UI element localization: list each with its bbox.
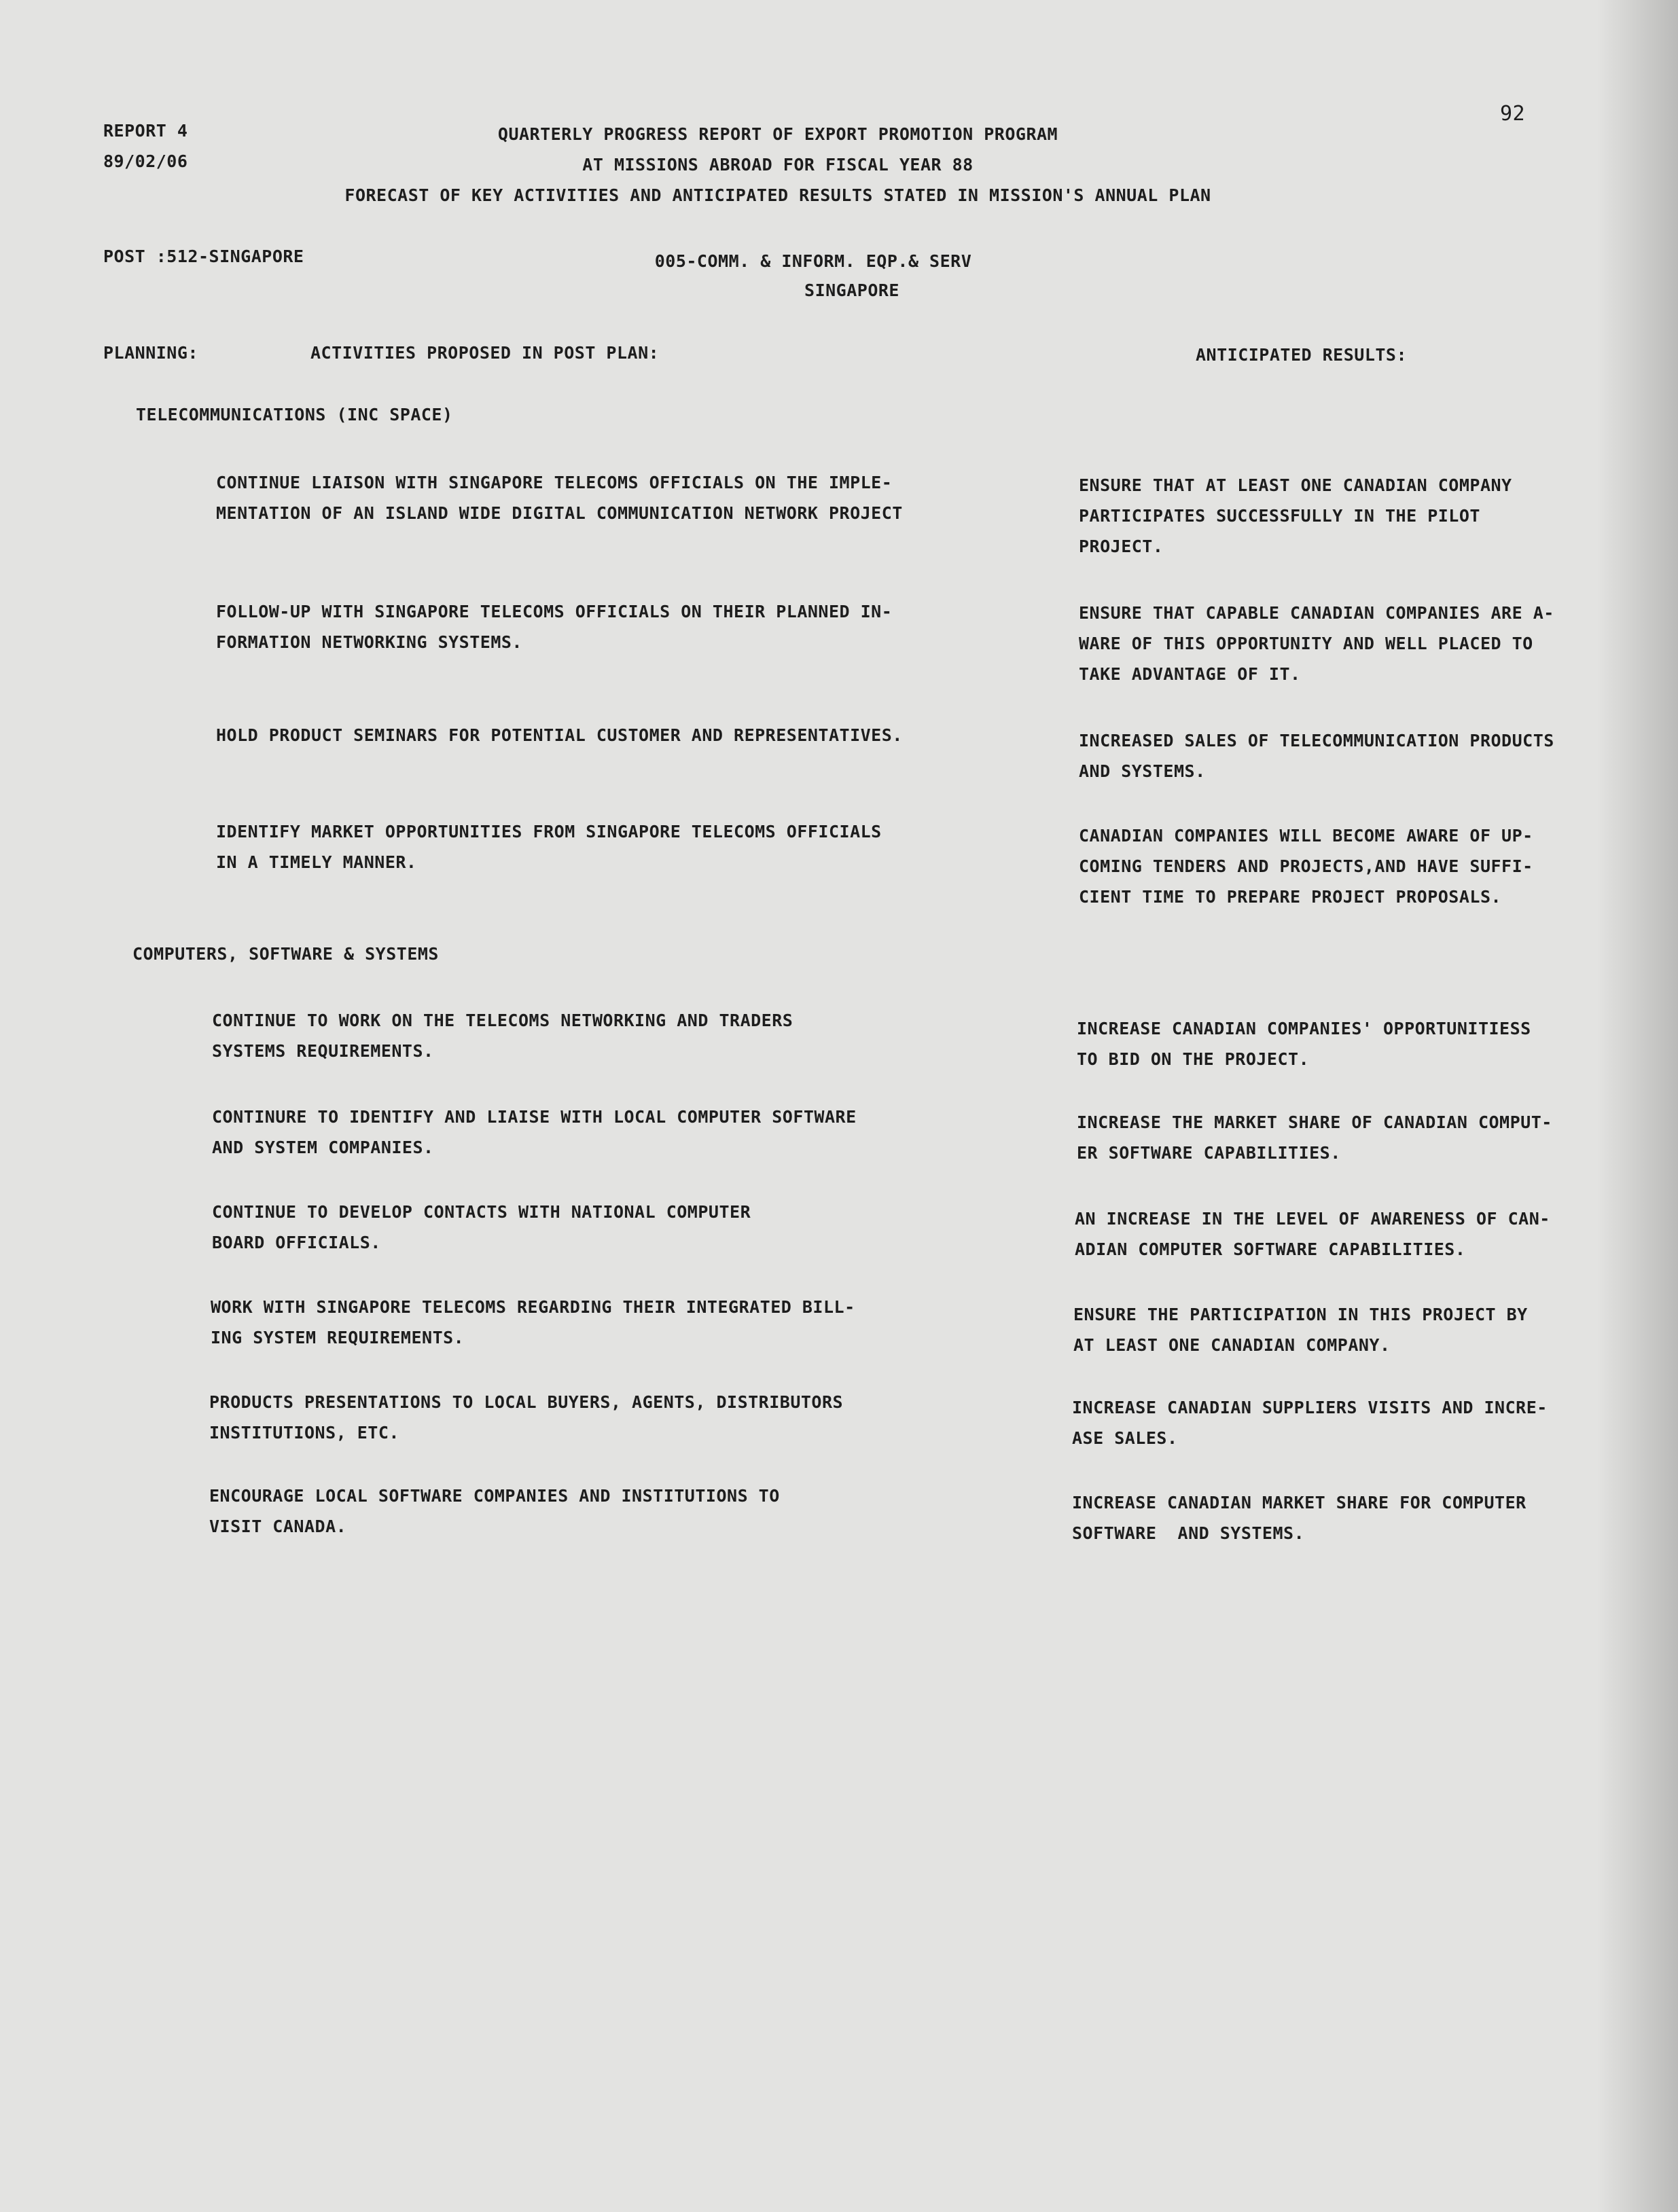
activity-item: FOLLOW-UP WITH SINGAPORE TELECOMS OFFICIALS ON THEIR PLANNED IN- FORMATION NETWORKING SYSTEMS.: [216, 602, 893, 652]
activity-item: PRODUCTS PRESENTATIONS TO LOCAL BUYERS, AGENTS, DISTRIBUTORS INSTITUTIONS, ETC.: [209, 1392, 844, 1443]
sector-line-2: SINGAPORE: [804, 280, 899, 300]
page-edge-shadow: [1596, 0, 1678, 2212]
activity-item: IDENTIFY MARKET OPPORTUNITIES FROM SINGAPORE TELECOMS OFFICIALS IN A TIMELY MANNER.: [216, 822, 882, 872]
section-title-computers: COMPUTERS, SOFTWARE & SYSTEMS: [132, 944, 439, 964]
activity-item: CONTINURE TO IDENTIFY AND LIAISE WITH LOCAL COMPUTER SOFTWARE AND SYSTEM COMPANIES.: [212, 1107, 857, 1157]
activities-column-header: ACTIVITIES PROPOSED IN POST PLAN:: [310, 343, 660, 363]
activity-item: HOLD PRODUCT SEMINARS FOR POTENTIAL CUSTOMER AND REPRESENTATIVES.: [216, 725, 903, 745]
sector-line-1: 005-COMM. & INFORM. EQP.& SERV: [654, 251, 972, 271]
activity-item: CONTINUE LIAISON WITH SINGAPORE TELECOMS OFFICIALS ON THE IMPLE- MENTATION OF AN ISLAND WIDE DIGITAL COMMUNICATION NETWORK PROJECT: [216, 473, 903, 523]
result-item: INCREASED SALES OF TELECOMMUNICATION PRODUCTS AND SYSTEMS.: [1079, 731, 1554, 781]
result-item: INCREASE CANADIAN SUPPLIERS VISITS AND INCRE- ASE SALES.: [1072, 1398, 1548, 1448]
post-label: POST :512-SINGAPORE: [103, 247, 304, 266]
report-title-line-1: QUARTERLY PROGRESS REPORT OF EXPORT PROMOTION PROGRAM: [497, 124, 1058, 144]
result-item: INCREASE THE MARKET SHARE OF CANADIAN COMPUT- ER SOFTWARE CAPABILITIES.: [1077, 1112, 1552, 1163]
activity-item: ENCOURAGE LOCAL SOFTWARE COMPANIES AND INSTITUTIONS TO VISIT CANADA.: [209, 1486, 780, 1536]
report-title-line-2: AT MISSIONS ABROAD FOR FISCAL YEAR 88: [582, 155, 974, 175]
result-item: CANADIAN COMPANIES WILL BECOME AWARE OF UP- COMING TENDERS AND PROJECTS,AND HAVE SUFFI- CIENT TIME TO PREPARE PROJECT PROPOSALS.: [1079, 826, 1533, 907]
result-item: AN INCREASE IN THE LEVEL OF AWARENESS OF CAN- ADIAN COMPUTER SOFTWARE CAPABILITIES.: [1075, 1209, 1550, 1259]
report-number: REPORT 4: [103, 121, 188, 141]
result-item: ENSURE THE PARTICIPATION IN THIS PROJECT BY AT LEAST ONE CANADIAN COMPANY.: [1073, 1305, 1528, 1355]
page-number: 92: [1500, 102, 1526, 126]
result-item: INCREASE CANADIAN MARKET SHARE FOR COMPUTER SOFTWARE AND SYSTEMS.: [1072, 1493, 1527, 1543]
result-item: ENSURE THAT CAPABLE CANADIAN COMPANIES ARE A- WARE OF THIS OPPORTUNITY AND WELL PLACED TO TAKE ADVANTAGE OF IT.: [1079, 603, 1554, 684]
section-title-telecom: TELECOMMUNICATIONS (INC SPACE): [136, 405, 453, 424]
activity-item: CONTINUE TO DEVELOP CONTACTS WITH NATIONAL COMPUTER BOARD OFFICIALS.: [212, 1202, 751, 1252]
results-column-header: ANTICIPATED RESULTS:: [1196, 345, 1408, 365]
activity-item: WORK WITH SINGAPORE TELECOMS REGARDING THEIR INTEGRATED BILL- ING SYSTEM REQUIREMENTS.: [211, 1297, 855, 1347]
result-item: ENSURE THAT AT LEAST ONE CANADIAN COMPANY PARTICIPATES SUCCESSFULLY IN THE PILOT PROJECT.: [1079, 475, 1512, 556]
report-title-line-3: FORECAST OF KEY ACTIVITIES AND ANTICIPATED RESULTS STATED IN MISSION'S ANNUAL PLAN: [344, 185, 1211, 205]
planning-label: PLANNING:: [103, 343, 198, 363]
activity-item: CONTINUE TO WORK ON THE TELECOMS NETWORKING AND TRADERS SYSTEMS REQUIREMENTS.: [212, 1011, 793, 1061]
report-date: 89/02/06: [103, 151, 188, 171]
result-item: INCREASE CANADIAN COMPANIES' OPPORTUNITIESS TO BID ON THE PROJECT.: [1077, 1019, 1531, 1069]
